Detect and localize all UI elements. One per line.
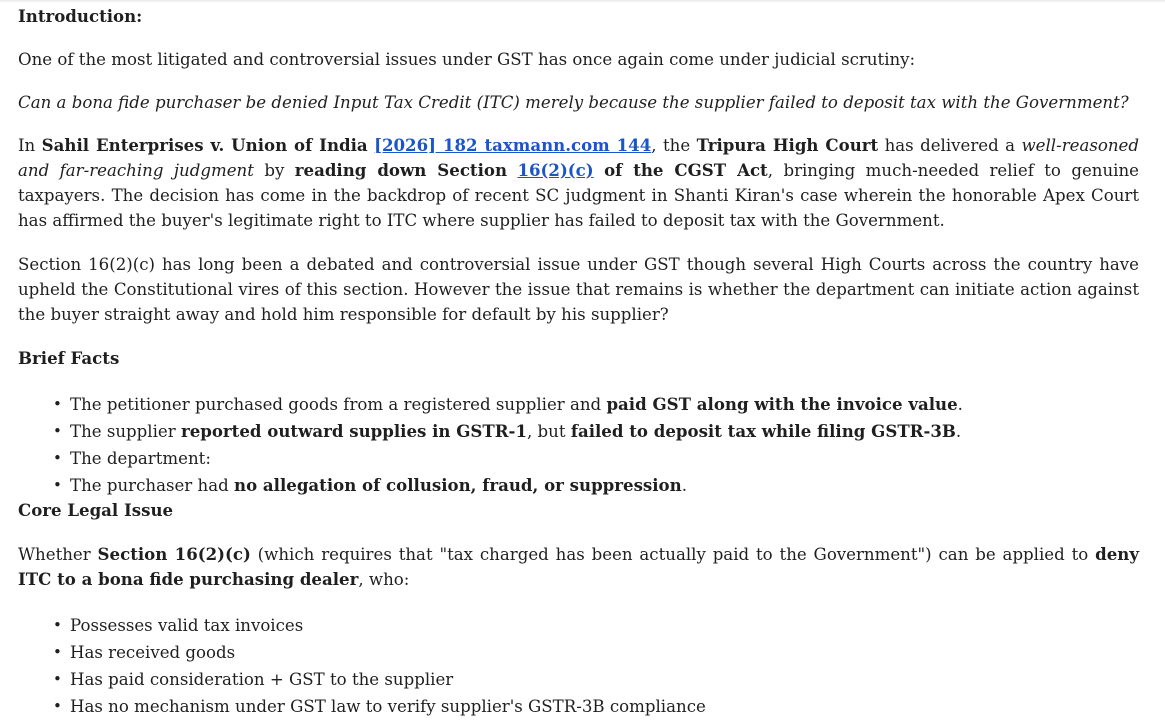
ci-deny: deny ITC to a bona fide purchasing dealer bbox=[18, 544, 1140, 589]
reading-down-text: reading down Section bbox=[294, 160, 508, 180]
ci-t2: (which requires that "tax charged has been actually paid to the Government") can be applied to bbox=[250, 545, 1096, 564]
fact4-post: . bbox=[681, 476, 687, 495]
question-text: Can a bona fide purchaser be denied Input Tax Credit (ITC) merely because the supplier failed to deposit tax with the Government? bbox=[18, 93, 1129, 112]
article-body bbox=[18, 4, 1139, 720]
section-debate-paragraph: Section 16(2)(c) has long been a debated and controversial issue under GST though several High Courts across the country have upheld the Constitutional vires of this section. However the issue that remains is whether the department can initiate action against the buyer straight away and hold him responsible for default by his supplier? bbox=[18, 255, 1139, 324]
list-item bbox=[70, 418, 1139, 445]
p2-t4: has delivered a bbox=[878, 136, 1022, 155]
core-issue-list bbox=[18, 612, 1139, 720]
p2-t1: In bbox=[18, 136, 42, 155]
heading-introduction: Introduction: bbox=[18, 6, 143, 26]
court-name: Tripura High Court bbox=[696, 135, 879, 155]
fact2-pre: The supplier bbox=[70, 422, 181, 441]
p2-t8: , bringing much-needed relief to genuine taxpayers. The decision has come in the backdrop of recent SC judgment in Shanti Kiran's case wherein the honorable Apex Court has affirmed the buyer's legitimate right to ITC where supplier has failed to deposit tax with the Government. bbox=[18, 161, 1139, 230]
list-item: • Possesses valid tax invoices bbox=[70, 612, 1139, 639]
brief-facts-list bbox=[18, 391, 1139, 499]
fact1-bold: paid GST along with the invoice value bbox=[606, 394, 958, 414]
fact2-bold2: failed to deposit tax while filing GSTR-3B bbox=[570, 421, 956, 441]
p2-t3: , the bbox=[651, 136, 697, 155]
core-issue-paragraph bbox=[18, 542, 1139, 592]
fact3-text: The department: bbox=[70, 449, 211, 468]
list-item: • Has received goods bbox=[70, 639, 1139, 666]
fact4-pre: The purchaser had bbox=[70, 476, 234, 495]
fact2-bold1: reported outward supplies in GSTR-1 bbox=[180, 421, 527, 441]
ci-t3: , who: bbox=[358, 570, 410, 589]
list-item bbox=[70, 445, 1139, 472]
citation-link[interactable]: [2026] 182 taxmann.com 144 bbox=[374, 135, 652, 155]
fact2-mid: , but bbox=[527, 422, 571, 441]
list-item: • Has no mechanism under GST law to verify supplier's GSTR-3B compliance bbox=[70, 693, 1139, 720]
case-summary-paragraph bbox=[18, 133, 1139, 233]
ci-section: Section 16(2)(c) bbox=[97, 544, 251, 564]
ci-t1: Whether bbox=[18, 545, 98, 564]
top-divider bbox=[0, 0, 1165, 3]
heading-brief-facts: Brief Facts bbox=[18, 348, 120, 368]
fact1-post: . bbox=[957, 395, 963, 414]
intro-paragraph: One of the most litigated and controversial issues under GST has once again come under judicial scrutiny: bbox=[18, 50, 916, 69]
list-item bbox=[70, 391, 1139, 418]
p2-t7 bbox=[594, 161, 604, 180]
judgment-description: well-reasoned and far-reaching judgment bbox=[18, 136, 1139, 180]
act-name: of the CGST Act bbox=[604, 160, 768, 180]
fact2-post: . bbox=[955, 422, 962, 441]
list-item bbox=[70, 472, 1139, 499]
p2-t6 bbox=[507, 161, 517, 180]
section-link[interactable]: 16(2)(c) bbox=[517, 160, 594, 180]
p2-t5: by bbox=[253, 161, 295, 180]
fact1-pre: The petitioner purchased goods from a registered supplier and bbox=[70, 395, 607, 414]
heading-core-legal-issue: Core Legal Issue bbox=[18, 500, 174, 520]
case-name: Sahil Enterprises v. Union of India bbox=[41, 135, 368, 155]
intro-question bbox=[18, 90, 1139, 115]
list-item: • Has paid consideration + GST to the supplier bbox=[70, 666, 1139, 693]
fact4-bold: no allegation of collusion, fraud, or suppression bbox=[234, 475, 682, 495]
